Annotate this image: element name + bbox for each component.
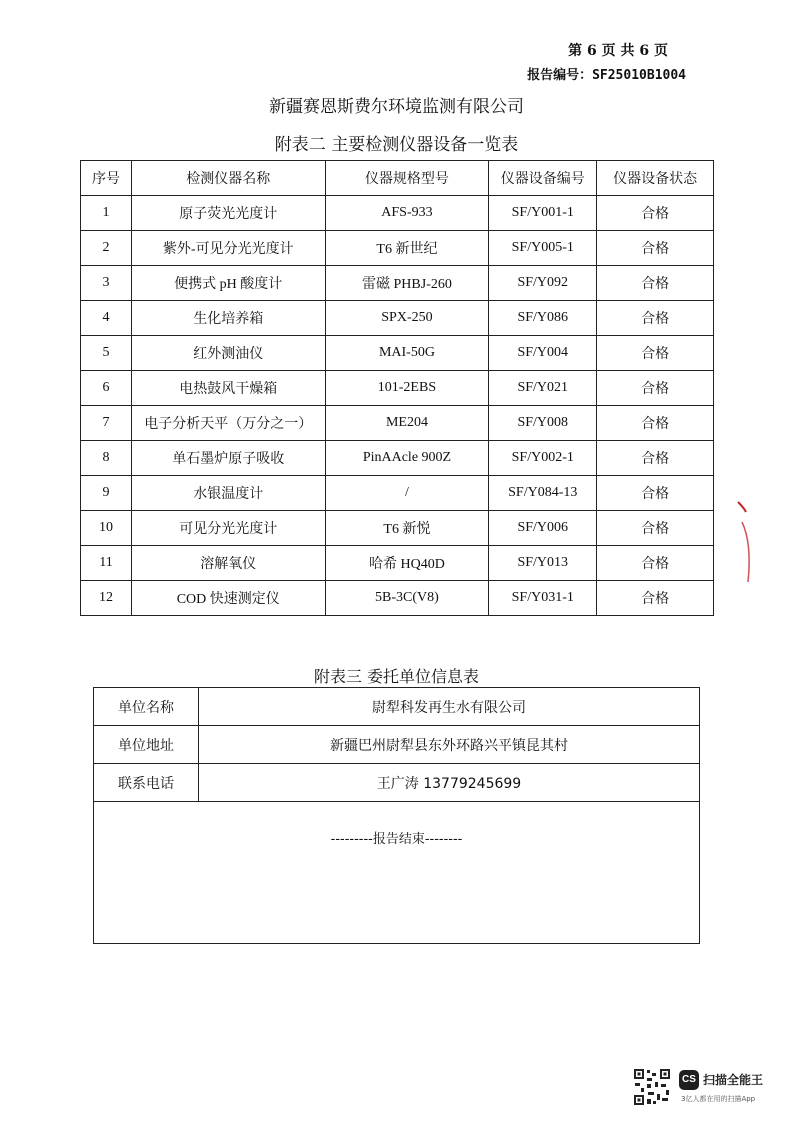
- equipment-id: SF/Y031-1: [489, 581, 597, 616]
- seal-edge-mark: [732, 498, 762, 588]
- model-number: 哈希 HQ40D: [325, 546, 489, 581]
- equipment-status: 合格: [597, 336, 714, 371]
- unit-address-label: 单位地址: [94, 726, 199, 764]
- equipment-id: SF/Y005-1: [489, 231, 597, 266]
- row-number: 5: [81, 336, 132, 371]
- app-tagline: 3亿人都在用的扫描App: [681, 1095, 756, 1103]
- table-header-row: [81, 161, 714, 196]
- table-row: [94, 802, 700, 944]
- instrument-name: 原子荧光光度计: [131, 196, 325, 231]
- table-row: [81, 581, 714, 616]
- row-number: 6: [81, 371, 132, 406]
- row-number: 8: [81, 441, 132, 476]
- model-number: 雷磁 PHBJ-260: [325, 266, 489, 301]
- equipment-id: SF/Y013: [489, 546, 597, 581]
- row-number: 7: [81, 406, 132, 441]
- equipment-id: SF/Y084-13: [489, 476, 597, 511]
- table-row: [81, 336, 714, 371]
- table-row: [81, 511, 714, 546]
- camscanner-logo-icon: CS: [679, 1070, 699, 1090]
- header-cell: 检测仪器名称: [131, 161, 325, 196]
- table-row: [81, 196, 714, 231]
- instrument-name: 紫外-可见分光光度计: [131, 231, 325, 266]
- table-row: [81, 266, 714, 301]
- table-row: [94, 764, 700, 802]
- header-cell: 仪器设备状态: [597, 161, 714, 196]
- qr-code-icon: [633, 1068, 671, 1106]
- model-number: 5B-3C(V8): [325, 581, 489, 616]
- equipment-id: SF/Y001-1: [489, 196, 597, 231]
- report-end-text: ---------报告结束--------: [94, 802, 700, 944]
- table-row: [81, 371, 714, 406]
- equipment-id: SF/Y021: [489, 371, 597, 406]
- equipment-status: 合格: [597, 196, 714, 231]
- model-number: PinAAcle 900Z: [325, 441, 489, 476]
- instrument-name: 溶解氧仪: [131, 546, 325, 581]
- equipment-id: SF/Y092: [489, 266, 597, 301]
- instrument-name: 便携式 pH 酸度计: [131, 266, 325, 301]
- instrument-name: 单石墨炉原子吸收: [131, 441, 325, 476]
- equipment-id: SF/Y004: [489, 336, 597, 371]
- instrument-table: [80, 160, 714, 616]
- equipment-id: SF/Y086: [489, 301, 597, 336]
- equipment-status: 合格: [597, 371, 714, 406]
- row-number: 3: [81, 266, 132, 301]
- table-row: [81, 441, 714, 476]
- equipment-status: 合格: [597, 406, 714, 441]
- header-cell: 序号: [81, 161, 132, 196]
- model-number: SPX-250: [325, 301, 489, 336]
- instrument-name: 生化培养箱: [131, 301, 325, 336]
- table-row: [81, 406, 714, 441]
- row-number: 1: [81, 196, 132, 231]
- client-info-table: [93, 687, 700, 944]
- table-row: [94, 688, 700, 726]
- unit-name-value: 尉犁科发再生水有限公司: [199, 688, 700, 726]
- row-number: 11: [81, 546, 132, 581]
- model-number: AFS-933: [325, 196, 489, 231]
- instrument-name: 水银温度计: [131, 476, 325, 511]
- instrument-name: 红外测油仪: [131, 336, 325, 371]
- scanner-watermark: [633, 1068, 783, 1112]
- table-row: [81, 546, 714, 581]
- table-row: [94, 726, 700, 764]
- row-number: 9: [81, 476, 132, 511]
- row-number: 2: [81, 231, 132, 266]
- row-number: 12: [81, 581, 132, 616]
- equipment-id: SF/Y002-1: [489, 441, 597, 476]
- header-cell: 仪器规格型号: [325, 161, 489, 196]
- model-number: T6 新世纪: [325, 231, 489, 266]
- equipment-status: 合格: [597, 581, 714, 616]
- company-name: 新疆赛恩斯费尔环境监测有限公司: [269, 97, 524, 117]
- equipment-status: 合格: [597, 266, 714, 301]
- table2-title: 附表二 主要检测仪器设备一览表: [274, 135, 519, 155]
- row-number: 10: [81, 511, 132, 546]
- header-cell: 仪器设备编号: [489, 161, 597, 196]
- instrument-name: COD 快速测定仪: [131, 581, 325, 616]
- equipment-status: 合格: [597, 476, 714, 511]
- table-row: [81, 231, 714, 266]
- unit-address-value: 新疆巴州尉犁县东外环路兴平镇昆其村: [199, 726, 700, 764]
- phone-label: 联系电话: [94, 764, 199, 802]
- row-number: 4: [81, 301, 132, 336]
- instrument-name: 可见分光光度计: [131, 511, 325, 546]
- app-name: 扫描全能王: [703, 1073, 764, 1087]
- model-number: /: [325, 476, 489, 511]
- model-number: T6 新悦: [325, 511, 489, 546]
- table-row: [81, 301, 714, 336]
- unit-name-label: 单位名称: [94, 688, 199, 726]
- report-number: 报告编号：SF25010B1004: [527, 68, 686, 83]
- table-row: [81, 476, 714, 511]
- page-number: 第 6 页 共 6 页: [568, 43, 668, 59]
- instrument-name: 电热鼓风干燥箱: [131, 371, 325, 406]
- equipment-id: SF/Y006: [489, 511, 597, 546]
- equipment-status: 合格: [597, 441, 714, 476]
- equipment-status: 合格: [597, 301, 714, 336]
- model-number: ME204: [325, 406, 489, 441]
- instrument-name: 电子分析天平（万分之一）: [131, 406, 325, 441]
- equipment-status: 合格: [597, 546, 714, 581]
- equipment-status: 合格: [597, 231, 714, 266]
- table3-title: 附表三 委托单位信息表: [313, 667, 480, 686]
- model-number: 101-2EBS: [325, 371, 489, 406]
- model-number: MAI-50G: [325, 336, 489, 371]
- equipment-status: 合格: [597, 511, 714, 546]
- phone-value: 王广涛 13779245699: [199, 764, 700, 802]
- equipment-id: SF/Y008: [489, 406, 597, 441]
